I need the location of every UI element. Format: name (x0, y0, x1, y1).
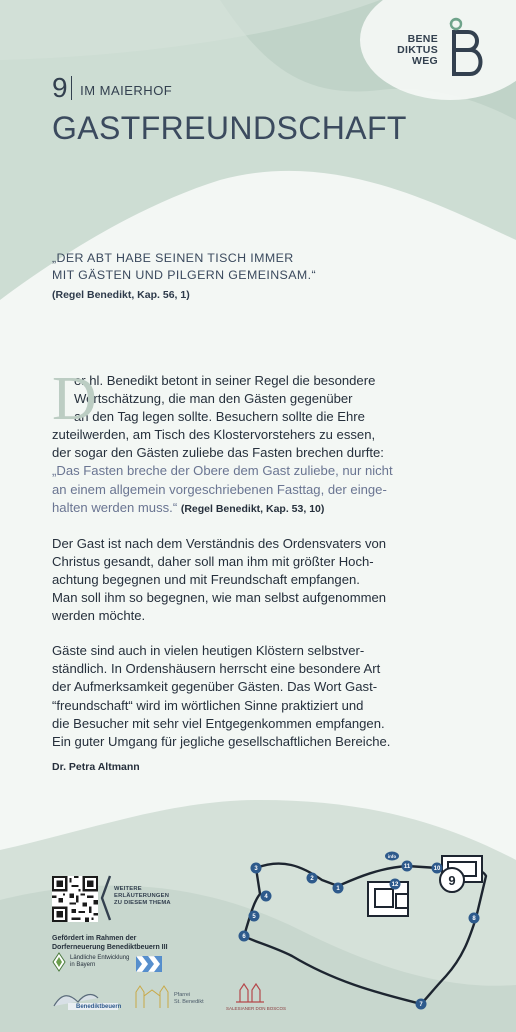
marker-11[interactable]: 11 (403, 864, 411, 870)
p2-line-2: Christus gesandt, daher soll man ihm mit größter Hoch- (52, 553, 374, 569)
marker-6[interactable]: 6 (242, 934, 246, 940)
p1-quote-line-3: halten werden muss.“ (52, 499, 178, 515)
logo-salesianer-text: SALESIANER DON BOSCOS (226, 1006, 287, 1011)
ale-line-2: in Bayern (70, 962, 96, 968)
ale-logo (52, 952, 129, 972)
logo-line-2: DIKTUS (397, 44, 438, 56)
marker-5[interactable]: 5 (252, 914, 256, 920)
marker-2[interactable]: 2 (310, 876, 314, 882)
p3-line-5: die Besucher mit sehr viel Entgegenkommen empfangen. (52, 715, 385, 731)
p3-line-1: Gäste sind auch in vielen heutigen Klöstern selbstver- (52, 643, 365, 659)
funding-line-2: Dorferneuerung Benediktbeuern III (52, 944, 168, 951)
ale-line-1: Ländliche Entwicklung (70, 955, 130, 961)
route-map (232, 846, 502, 1024)
quote-line-1: „DER ABT HABE SEINEN TISCH IMMER (52, 251, 294, 265)
intro-quote (52, 250, 472, 301)
marker-1[interactable]: 1 (336, 886, 340, 892)
p1-line-1: er hl. Benedikt betont in seiner Regel die besondere (74, 373, 376, 388)
logo-line-1: BENE (407, 33, 438, 45)
map-info-marker[interactable]: info (387, 854, 397, 859)
p1-quote-line-3-wrap (52, 499, 472, 518)
p1-line-2: Wertschätzung, die man den Gästen gegenüber (74, 391, 353, 407)
qr-caption (114, 886, 171, 907)
logo-line-3: WEG (412, 55, 438, 67)
bavarian-coat-of-arms-icon (136, 956, 162, 972)
logo-pfarrei-line-1: Pfarrei (174, 992, 191, 998)
ale-emblem-icon (52, 952, 66, 972)
marker-12[interactable]: 12 (391, 882, 399, 888)
p2-line-1: Der Gast ist nach dem Verständnis des Ordensvaters von (52, 535, 387, 551)
station-number: 9 (52, 72, 68, 103)
qr-caption-1: WEITERE (114, 886, 142, 892)
marker-3[interactable]: 3 (254, 866, 258, 872)
p1-quote-line-1: „Das Fasten breche der Obere dem Gast zuliebe, nur nicht (52, 463, 393, 479)
qr-caption-2: ERLÄUTERUNGEN (114, 893, 170, 899)
qr-code-icon[interactable] (52, 876, 98, 922)
marker-4[interactable]: 4 (264, 894, 268, 900)
marker-7[interactable]: 7 (419, 1002, 423, 1008)
p3-line-6: Ein guter Umgang für jegliche gesellschaftlichen Bereiche. (52, 733, 391, 749)
p1-quote-line-2: an einem allgemein vorgeschriebenen Fasttag, der einge- (52, 481, 387, 497)
qr-caption-3: ZU DIESEM THEMA (114, 900, 171, 906)
p3-line-2: ständlich. In Ordenshäusern herrscht eine besondere Art (52, 661, 381, 677)
p1-line-4: zuteilwerden, am Tisch des Klostervorstehers zu essen, (52, 427, 376, 443)
station-place: IM MAIERHOF (80, 83, 173, 98)
p1-line-3: an den Tag legen sollte. Besuchern sollte die Ehre (74, 409, 365, 425)
crozier-b-icon (440, 16, 494, 80)
p3-line-3: der Aufmerksamkeit gegenüber Gästen. Das Wort Gast- (52, 679, 378, 695)
funding-line-1: Gefördert im Rahmen der (52, 935, 137, 942)
paragraph-3 (52, 642, 472, 751)
current-station-number: 9 (448, 873, 456, 888)
benediktusweg-logo (384, 16, 494, 80)
dropcap: D (52, 365, 97, 433)
p2-line-5: werden möchte. (52, 608, 146, 624)
body-text (52, 365, 472, 773)
pointer-arrow-icon (100, 874, 112, 922)
station-divider (71, 76, 73, 100)
p2-line-4: Man soll ihm so begegnen, wie man selbst aufgenommen (52, 590, 387, 606)
marker-10[interactable]: 10 (433, 866, 441, 872)
monastery-building (368, 856, 482, 916)
p1-line-5: der sogar den Gästen zuliebe das Fasten brechen durfte: (52, 445, 384, 461)
quote-source: (Regel Benedikt, Kap. 56, 1) (52, 289, 190, 301)
logo-pfarrei-line-2: St. Benedikt (174, 999, 204, 1005)
funding-note (52, 934, 168, 952)
logo-wordmark (397, 34, 438, 67)
p1-quote-source: (Regel Benedikt, Kap. 53, 10) (180, 502, 325, 515)
paragraph-2 (52, 535, 472, 625)
page-title: GASTFREUNDSCHAFT (52, 110, 407, 146)
quote-line-2: MIT GÄSTEN UND PILGERN GEMEINSAM.“ (52, 268, 316, 282)
p3-line-4: “freundschaft“ wird im wörtlichen Sinne praktiziert und (52, 697, 364, 713)
author: Dr. Petra Altmann (52, 760, 140, 773)
marker-8[interactable]: 8 (472, 916, 476, 922)
logo-benediktbeuern-text: Benediktbeuern (76, 1004, 122, 1010)
paragraph-1 (52, 365, 472, 518)
p2-line-3: achtung begegnen und mit Freundschaft empfangen. (52, 571, 360, 587)
station-header (52, 74, 172, 102)
